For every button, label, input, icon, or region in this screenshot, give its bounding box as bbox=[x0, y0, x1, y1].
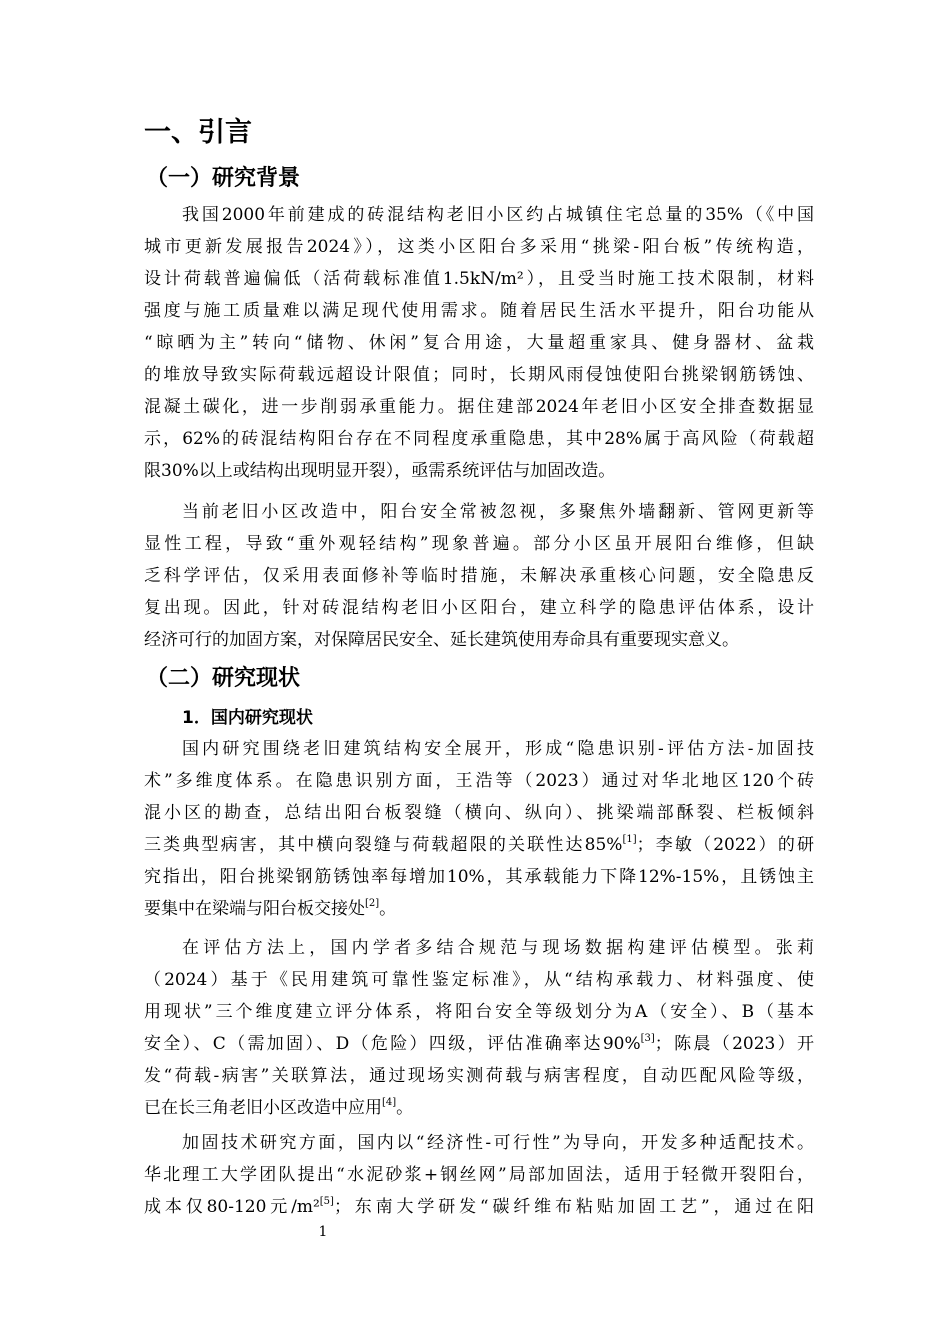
paragraph-background-1 bbox=[144, 199, 814, 487]
text-segment: 已在长三角老旧小区改造中应用 bbox=[144, 1098, 382, 1118]
text-line: 示，62%的砖混结构阳台存在不同程度承重隐患，其中28%属于高风险（荷载超 bbox=[144, 429, 814, 449]
text-line bbox=[144, 893, 814, 925]
text-line: 经济可行的加固方案，对保障居民安全、延长建筑使用寿命具有重要现实意义。 bbox=[144, 630, 739, 650]
text-line bbox=[144, 829, 814, 861]
citation-ref-4: [4] bbox=[382, 1097, 397, 1108]
text-segment: 。 bbox=[396, 1098, 414, 1118]
text-line: 发“荷载-病害”关联算法，通过现场实测荷载与病害程度，自动匹配风险等级， bbox=[144, 1066, 814, 1086]
page-number: 1 bbox=[318, 1224, 328, 1240]
citation-ref-3: [3] bbox=[640, 1033, 655, 1044]
text-segment: 要集中在梁端与阳台板交接处 bbox=[144, 899, 365, 919]
text-line: 我国2000年前建成的砖混结构老旧小区约占城镇住宅总量的35%（《中国 bbox=[182, 205, 814, 225]
text-segment: 。 bbox=[379, 899, 397, 919]
text-line: 当前老旧小区改造中，阳台安全常被忽视，多聚焦外墙翻新、管网更新等 bbox=[182, 502, 814, 522]
text-line: 城市更新发展报告2024》），这类小区阳台多采用“挑梁-阳台板”传统构造， bbox=[144, 237, 814, 257]
text-line: 华北理工大学团队提出“水泥砂浆+钢丝网”局部加固法，适用于轻微开裂阳台， bbox=[144, 1165, 814, 1185]
text-segment: 成本仅80-120元/m² bbox=[144, 1197, 320, 1217]
paragraph-background-2 bbox=[144, 496, 814, 656]
text-line: 混凝土碳化，进一步削弱承重能力。据住建部2024年老旧小区安全排查数据显 bbox=[144, 397, 814, 417]
citation-ref-5: [5] bbox=[319, 1196, 334, 1207]
text-line: 究指出，阳台挑梁钢筋锈蚀率每增加10%，其承载能力下降12%-15%，且锈蚀主 bbox=[144, 867, 814, 887]
section-title-introduction: 一、引言 bbox=[144, 117, 252, 148]
text-line: “晾晒为主”转向“储物、休闲”复合用途，大量超重家具、健身器材、盆栽 bbox=[144, 333, 814, 353]
text-line: 设计荷载普遍偏低（活荷载标准值1.5kN/m²），且受当时施工技术限制，材料 bbox=[144, 269, 814, 289]
subsubsection-title-domestic: 1．国内研究现状 bbox=[182, 708, 313, 728]
text-line: （2024）基于《民用建筑可靠性鉴定标准》，从“结构承载力、材料强度、使 bbox=[144, 970, 814, 990]
text-line: 用现状”三个维度建立评分体系，将阳台安全等级划分为A（安全）、B（基本 bbox=[144, 1002, 814, 1022]
text-line: 限30%以上或结构出现明显开裂），亟需系统评估与加固改造。 bbox=[144, 461, 616, 481]
paragraph-domestic-3 bbox=[144, 1127, 814, 1223]
paragraph-domestic-1 bbox=[144, 733, 814, 925]
subsection-title-status: （二）研究现状 bbox=[146, 666, 301, 691]
text-line: 复出现。因此，针对砖混结构老旧小区阳台，建立科学的隐患评估体系，设计 bbox=[144, 598, 814, 618]
text-line: 强度与施工质量难以满足现代使用需求。随着居民生活水平提升，阳台功能从 bbox=[144, 301, 814, 321]
text-line: 乏科学评估，仅采用表面修补等临时措施，未解决承重核心问题，安全隐患反 bbox=[144, 566, 814, 586]
text-segment: 三类典型病害，其中横向裂缝与荷载超限的关联性达85% bbox=[144, 835, 623, 855]
paragraph-domestic-2 bbox=[144, 932, 814, 1124]
text-line: 加固技术研究方面，国内以“经济性-可行性”为导向，开发多种适配技术。 bbox=[182, 1133, 814, 1153]
text-line: 的堆放导致实际荷载远超设计限值；同时，长期风雨侵蚀使阳台挑梁钢筋锈蚀、 bbox=[144, 365, 814, 385]
text-segment: ；东南大学研发“碳纤维布粘贴加固工艺”，通过在阳 bbox=[333, 1197, 814, 1217]
text-line: 显性工程，导致“重外观轻结构”现象普遍。部分小区虽开展阳台维修，但缺 bbox=[144, 534, 814, 554]
citation-ref-1: [1] bbox=[622, 834, 637, 845]
subsection-title-background: （一）研究背景 bbox=[146, 166, 301, 191]
text-line bbox=[144, 1092, 814, 1124]
text-segment: ；陈晨（2023）开 bbox=[654, 1034, 815, 1054]
text-line: 混小区的勘查，总结出阳台板裂缝（横向、纵向）、挑梁端部酥裂、栏板倾斜 bbox=[144, 803, 814, 823]
citation-ref-2: [2] bbox=[365, 898, 380, 909]
text-segment: 安全）、C（需加固）、D（危险）四级，评估准确率达90% bbox=[144, 1034, 641, 1054]
text-segment: ；李敏（2022）的研 bbox=[636, 835, 814, 855]
text-line: 在评估方法上，国内学者多结合规范与现场数据构建评估模型。张莉 bbox=[182, 938, 814, 958]
text-line: 国内研究围绕老旧建筑结构安全展开，形成“隐患识别-评估方法-加固技 bbox=[182, 739, 814, 759]
text-line bbox=[144, 1028, 814, 1060]
text-line: 术”多维度体系。在隐患识别方面，王浩等（2023）通过对华北地区120个砖 bbox=[144, 771, 814, 791]
text-line bbox=[144, 1191, 814, 1223]
